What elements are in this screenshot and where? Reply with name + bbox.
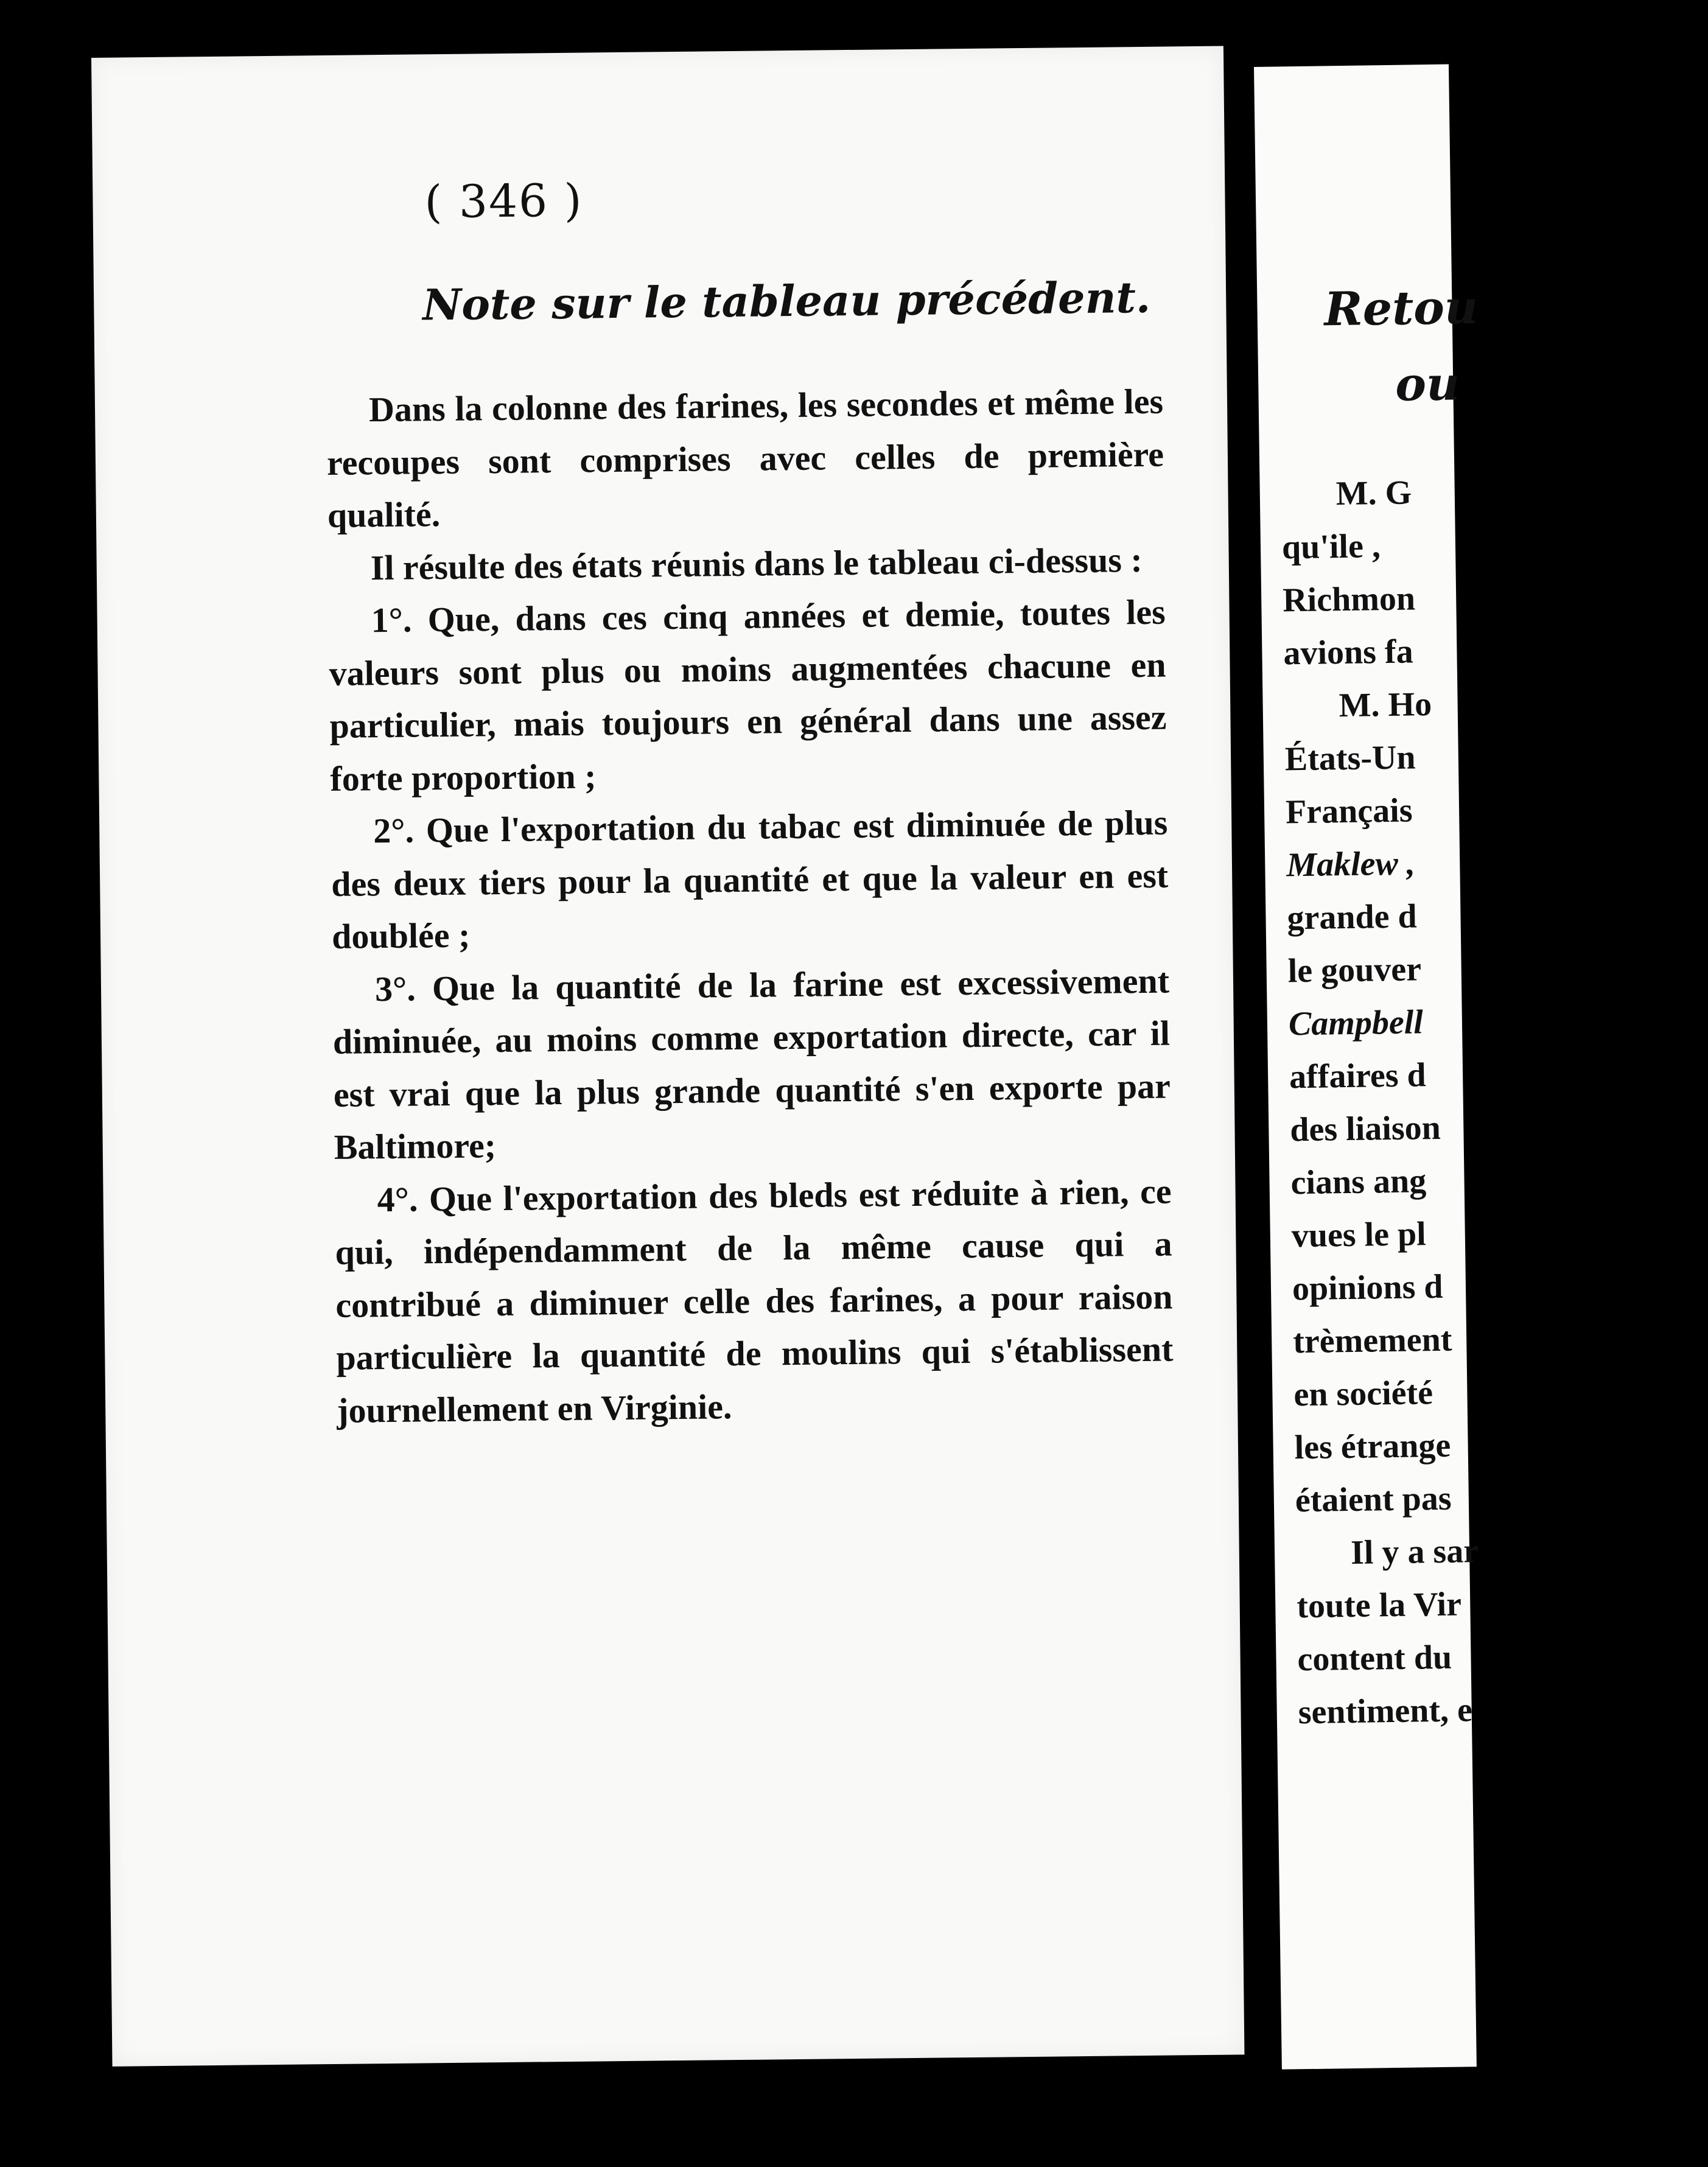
text-line: vues le pl <box>1291 1215 1427 1255</box>
text-line: Campbell <box>1288 1003 1424 1043</box>
text-line: Richmon <box>1282 579 1416 620</box>
paragraph: 2°. Que l'exportation du tabac est diminuée de plus des deux tiers pour la quantité et que la valeur en est doublée ; <box>331 802 1169 956</box>
body-text <box>326 376 1174 1437</box>
text-line: grande d <box>1287 897 1418 937</box>
right-text-fragments <box>1281 466 1481 1739</box>
paragraph: Il résulte des états réunis dans le tableau ci-dessus : <box>370 539 1143 587</box>
text-line: le gouver <box>1287 950 1422 990</box>
text-line: des liaison <box>1289 1108 1441 1149</box>
paragraph: Dans la colonne des farines, les secondes et même les recoupes sont comprises avec celles de première qualité. <box>326 381 1164 535</box>
text-line: États-Un <box>1284 738 1416 779</box>
paragraph: 3°. Que la quantité de la farine est excessivement diminuée, au moins comme exportation directe, car il est vrai que la plus grande quantité s'en exporte par Baltimore; <box>332 961 1171 1167</box>
page-number: ( 346 ) <box>424 174 583 229</box>
left-page <box>91 46 1244 2067</box>
text-line: en société <box>1293 1374 1433 1414</box>
text-line: toute la Vir <box>1296 1585 1462 1626</box>
text-line: affaires d <box>1289 1056 1427 1096</box>
note-title: Note sur le tableau précédent. <box>422 271 1151 331</box>
right-title-fragment: Retou <box>1323 279 1479 337</box>
right-title-fragment: ou <box>1395 356 1460 411</box>
text-line: avions fa <box>1283 632 1414 673</box>
text-line: trèmement <box>1292 1320 1452 1361</box>
text-line: les étrange <box>1294 1426 1451 1467</box>
paragraph: 1°. Que, dans ces cinq années et demie, toutes les valeurs sont plus ou moins augmentées chacune en particulier, mais toujours en général dans une assez forte proportion ; <box>329 592 1167 799</box>
text-line: cians ang <box>1290 1162 1427 1202</box>
text-line: opinions d <box>1292 1267 1443 1308</box>
text-line: sentiment, e <box>1298 1691 1473 1732</box>
text-line: étaient pas <box>1295 1479 1452 1520</box>
text-line: Français <box>1285 791 1413 831</box>
text-line: M. G <box>1335 474 1412 513</box>
right-page <box>1254 65 1477 2070</box>
text-line: content du <box>1297 1638 1452 1679</box>
text-line: Il y a sar <box>1350 1532 1479 1572</box>
text-line: M. Ho <box>1339 685 1432 725</box>
text-line: qu'ile , <box>1281 527 1381 567</box>
text-line: Maklew , <box>1286 844 1416 884</box>
paragraph: 4°. Que l'exportation des bleds est réduite à rien, ce qui, indépendamment de la même cause qui a contribué a diminuer celle des farines, a pour raison particulière la quantité de moulins qui s'établissent journellement en Virginie. <box>335 1171 1174 1430</box>
